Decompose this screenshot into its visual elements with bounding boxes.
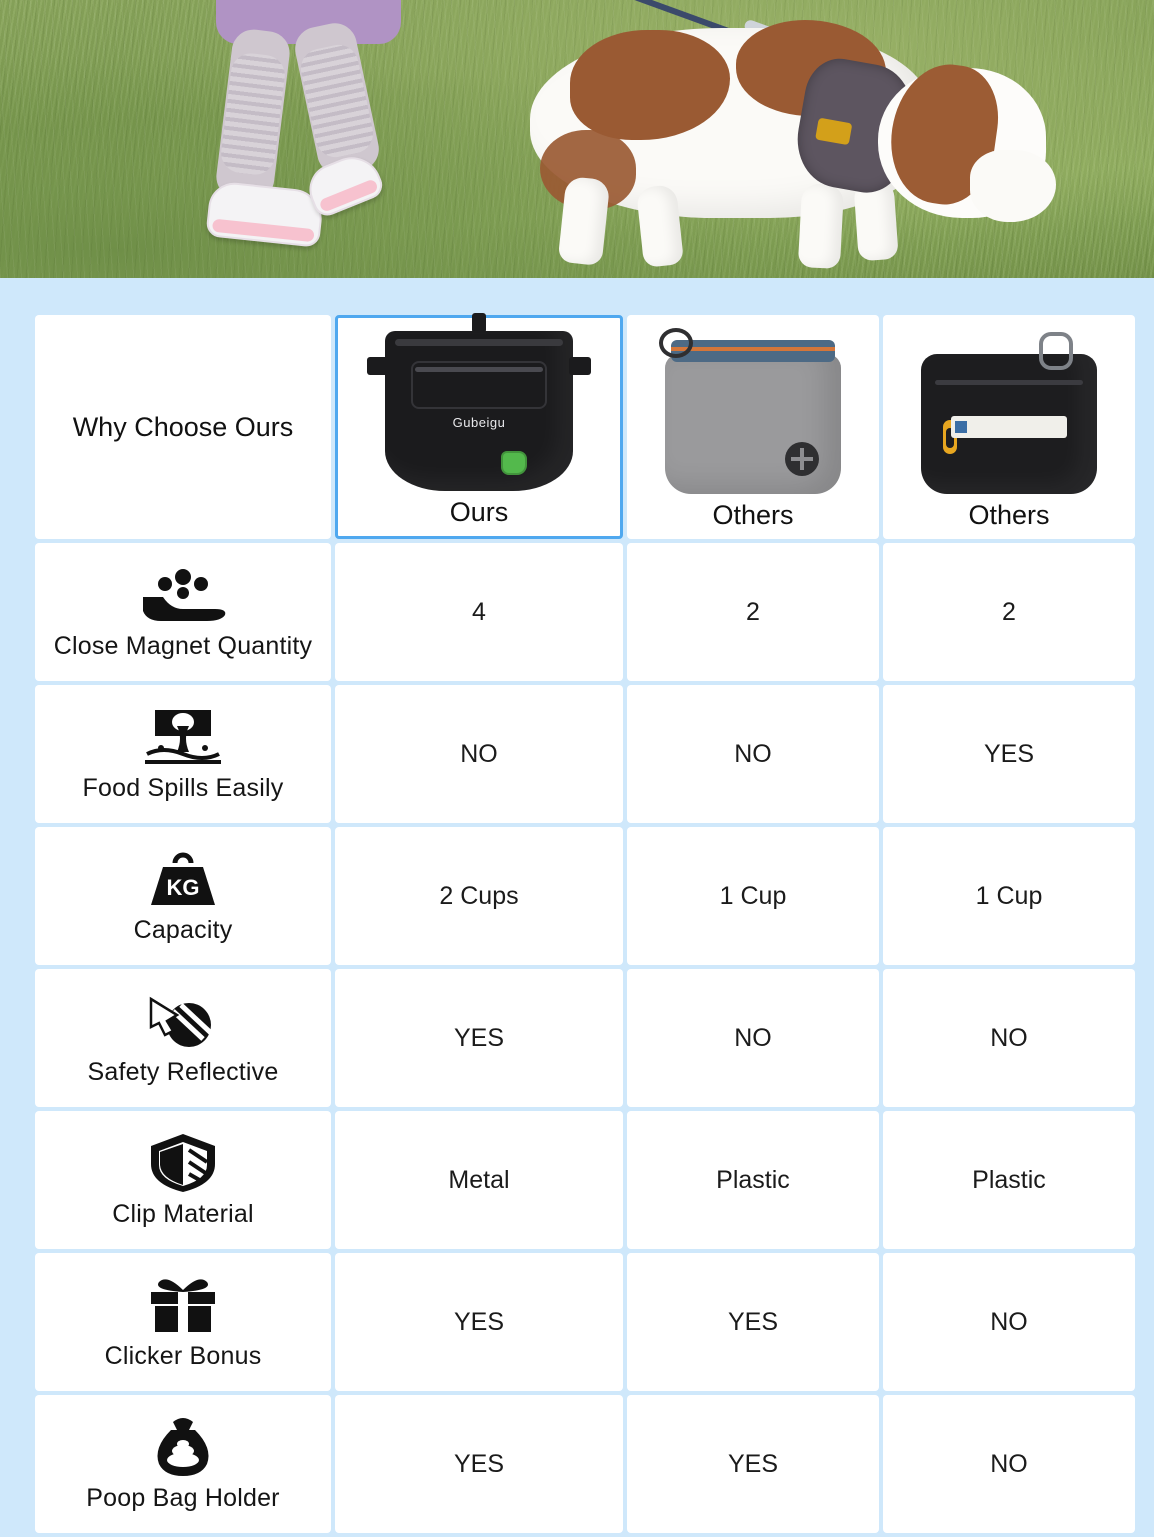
value-other-2: YES: [883, 685, 1135, 823]
table-row: [35, 1111, 1135, 1249]
column-label-ours: Ours: [449, 497, 509, 527]
value-other-1: Plastic: [627, 1111, 879, 1249]
feature-cell-close-magnet-quantity: [35, 543, 331, 681]
feature-cell-capacity: [35, 827, 331, 965]
carabiner-icon: [1039, 332, 1073, 370]
value-other-2: NO: [883, 1395, 1135, 1533]
feature-cell-clicker-bonus: [35, 1253, 331, 1391]
green-poop-bag-icon: [501, 451, 527, 475]
value-ours: YES: [335, 1395, 623, 1533]
value-other-1: 1 Cup: [627, 827, 879, 965]
child-left-sneaker: [205, 180, 324, 248]
gift-box-icon: [135, 1274, 231, 1336]
value-ours: Metal: [335, 1111, 623, 1249]
feature-label: Close Magnet Quantity: [53, 631, 313, 660]
value-ours: 2 Cups: [335, 827, 623, 965]
product-image-other-2: [921, 354, 1097, 494]
child-figure: [196, 0, 446, 254]
value-other-1: YES: [627, 1395, 879, 1533]
column-label-other-1: Others: [712, 500, 794, 530]
child-right-legging: [297, 41, 377, 161]
reflective-light-icon: [135, 990, 231, 1052]
table-row: [35, 969, 1135, 1107]
table-header-row: [35, 315, 1135, 539]
feature-label: Food Spills Easily: [82, 773, 284, 802]
dog-figure: [500, 10, 1060, 272]
feature-cell-poop-bag-holder: [35, 1395, 331, 1533]
food-spilling-icon: [135, 706, 231, 768]
feature-cell-safety-reflective: [35, 969, 331, 1107]
value-other-1: NO: [627, 685, 879, 823]
poop-bag-icon: [135, 1416, 231, 1478]
value-other-2: 2: [883, 543, 1135, 681]
shield-icon: [135, 1132, 231, 1194]
svg-text:KG: KG: [166, 874, 200, 900]
brand-logo-text: Gubeigu: [452, 415, 506, 430]
column-header-ours: [335, 315, 623, 539]
column-header-other-2: [883, 315, 1135, 539]
value-other-2: 1 Cup: [883, 827, 1135, 965]
feature-label: Clip Material: [112, 1199, 254, 1228]
feature-label: Safety Reflective: [87, 1057, 279, 1086]
dog-leg: [798, 183, 844, 269]
comparison-board: [0, 278, 1154, 1512]
dog-muzzle: [970, 150, 1056, 222]
feature-label: Poop Bag Holder: [86, 1483, 280, 1512]
value-other-2: NO: [883, 1253, 1135, 1391]
feature-cell-food-spills-easily: [35, 685, 331, 823]
feature-label: Clicker Bonus: [104, 1341, 262, 1370]
feature-label: Capacity: [133, 915, 233, 944]
dog-leg: [558, 176, 611, 266]
column-label-other-2: Others: [968, 500, 1050, 530]
plastic-knob-icon: [785, 442, 819, 476]
value-other-1: 2: [627, 543, 879, 681]
why-choose-ours-cell: [35, 315, 331, 539]
comparison-table: [31, 311, 1139, 1537]
table-row: [35, 1395, 1135, 1533]
weight-kg-icon: [135, 848, 231, 910]
value-ours: YES: [335, 969, 623, 1107]
value-other-1: YES: [627, 1253, 879, 1391]
value-other-2: NO: [883, 969, 1135, 1107]
value-ours: 4: [335, 543, 623, 681]
table-row: [35, 685, 1135, 823]
hand-holding-kibble-icon: [135, 564, 231, 626]
product-image-other-1: [665, 354, 841, 494]
table-row: [35, 827, 1135, 965]
value-ours: NO: [335, 685, 623, 823]
hero-photo: [0, 0, 1154, 278]
page-title: Why Choose Ours: [72, 411, 294, 442]
value-other-1: NO: [627, 969, 879, 1107]
table-row: [35, 543, 1135, 681]
column-header-other-1: [627, 315, 879, 539]
feature-cell-clip-material: [35, 1111, 331, 1249]
table-row: [35, 1253, 1135, 1391]
value-ours: YES: [335, 1253, 623, 1391]
product-image-ours: [385, 331, 573, 491]
value-other-2: Plastic: [883, 1111, 1135, 1249]
